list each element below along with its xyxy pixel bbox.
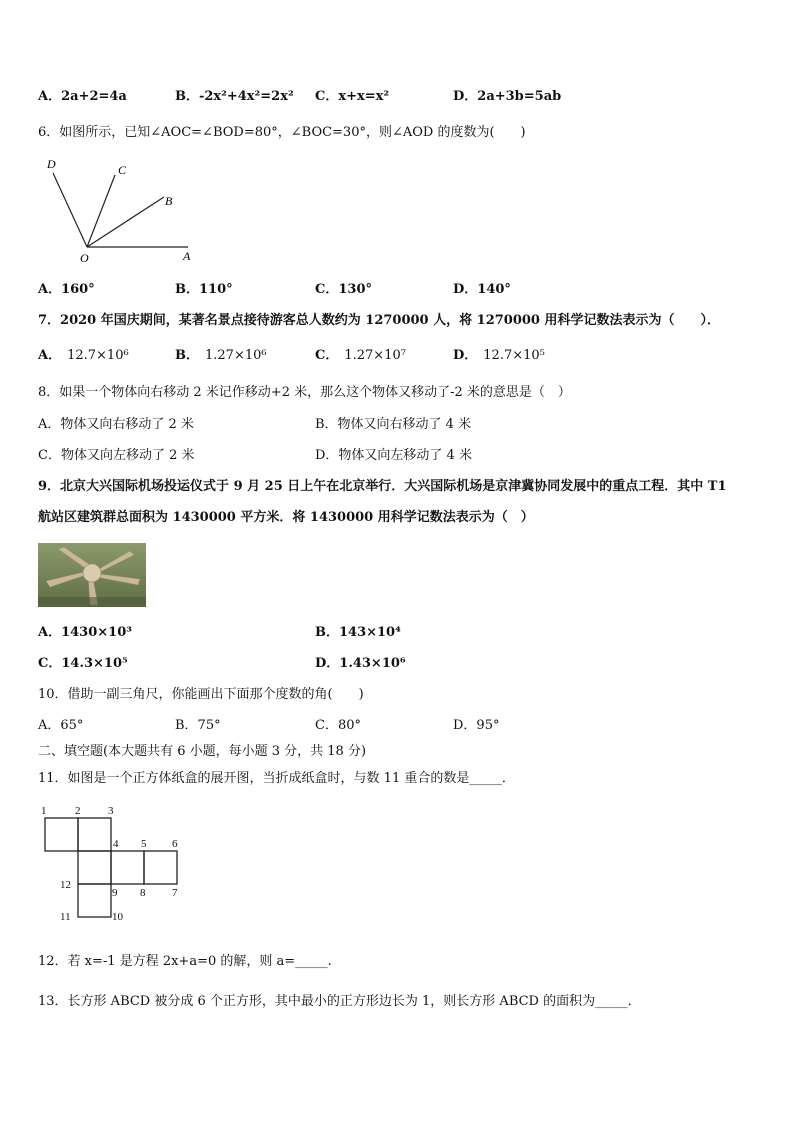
q10-option-a: A．65° bbox=[38, 718, 84, 733]
q8-option-c: C．物体又向左移动了 2 米 bbox=[38, 448, 195, 463]
q12-stem: 12．若 x=-1 是方程 2x+a=0 的解，则 a=_____. bbox=[38, 954, 332, 969]
q9-option-a: A．1430×10³ bbox=[38, 625, 132, 640]
q10-option-d: D．95° bbox=[453, 718, 500, 733]
ray-od bbox=[53, 173, 87, 247]
net-num-1: 1 bbox=[41, 805, 47, 817]
net-num-3: 3 bbox=[108, 805, 114, 817]
label-c: C bbox=[118, 163, 127, 177]
q6-option-c: C．130° bbox=[315, 282, 372, 297]
section-2-heading: 二、填空题(本大题共有 6 小题，每小题 3 分，共 18 分) bbox=[38, 744, 367, 759]
q8-stem: 8．如果一个物体向右移动 2 米记作移动+2 米，那么这个物体又移动了-2 米的意思是（ ） bbox=[38, 385, 571, 400]
q8-option-d: D．物体又向左移动了 4 米 bbox=[315, 448, 472, 463]
q9-option-b: B．143×10⁴ bbox=[315, 625, 401, 640]
net-cell-4 bbox=[144, 851, 177, 884]
q6-option-a: A．160° bbox=[38, 282, 95, 297]
q5-option-b: B．-2x²+4x²=2x² bbox=[175, 89, 294, 104]
net-cell-2 bbox=[78, 818, 111, 851]
q6-angle-figure bbox=[38, 155, 203, 265]
q7-option-a: A． 12.7×10⁶ bbox=[38, 348, 129, 363]
label-b: B bbox=[165, 194, 173, 208]
q9-stem-line2: 航站区建筑群总面积为 1430000 平方米．将 1430000 用科学记数法表示为（ ） bbox=[38, 510, 534, 525]
net-num-7: 7 bbox=[172, 887, 178, 899]
label-o: O bbox=[80, 251, 89, 265]
q7-option-c: C． 1.27×10⁷ bbox=[315, 348, 406, 363]
net-num-12: 12 bbox=[60, 879, 71, 891]
q8-option-a: A．物体又向右移动了 2 米 bbox=[38, 417, 194, 432]
q10-stem: 10．借助一副三角尺，你能画出下面那个度数的角( ) bbox=[38, 687, 364, 702]
ray-ob bbox=[87, 197, 164, 247]
net-cell-6 bbox=[78, 884, 111, 917]
net-num-8: 8 bbox=[140, 887, 146, 899]
net-cell-3 bbox=[111, 851, 144, 884]
net-num-10: 10 bbox=[112, 911, 123, 923]
q6-stem: 6．如图所示，已知∠AOC=∠BOD=80°，∠BOC=30°，则∠AOD 的度数为( ) bbox=[38, 125, 526, 140]
q13-stem: 13．长方形 ABCD 被分成 6 个正方形，其中最小的正方形边长为 1，则长方形 ABCD 的面积为_____． bbox=[38, 994, 641, 1009]
ray-oc bbox=[87, 175, 115, 247]
net-num-2: 2 bbox=[75, 805, 81, 817]
net-num-11: 11 bbox=[60, 911, 71, 923]
net-num-4: 4 bbox=[113, 838, 119, 850]
cube-net-figure bbox=[30, 800, 190, 924]
airport-photo bbox=[38, 543, 146, 607]
net-cell-5 bbox=[78, 851, 111, 884]
label-d: D bbox=[47, 157, 56, 171]
net-num-9: 9 bbox=[112, 887, 118, 899]
net-num-5: 5 bbox=[141, 838, 147, 850]
q5-option-c: C．x+x=x² bbox=[315, 89, 390, 104]
label-a: A bbox=[183, 249, 191, 263]
q5-option-a: A．2a+2=4a bbox=[38, 89, 127, 104]
q9-stem-line1: 9．北京大兴国际机场投运仪式于 9 月 25 日上午在北京举行．大兴国际机场是京津冀协同发展中的重点工程．其中 T1 bbox=[38, 479, 727, 494]
q10-option-b: B．75° bbox=[175, 718, 221, 733]
q10-option-c: C．80° bbox=[315, 718, 361, 733]
q9-option-c: C．14.3×10⁵ bbox=[38, 656, 128, 671]
q11-stem: 11．如图是一个正方体纸盒的展开图，当折成纸盒时，与数 11 重合的数是_____． bbox=[38, 771, 515, 786]
q7-option-d: D． 12.7×10⁵ bbox=[453, 348, 545, 363]
q6-option-d: D．140° bbox=[453, 282, 511, 297]
net-cell-1 bbox=[45, 818, 78, 851]
q7-option-b: B． 1.27×10⁶ bbox=[175, 348, 267, 363]
q9-option-d: D．1.43×10⁶ bbox=[315, 656, 406, 671]
q6-option-b: B．110° bbox=[175, 282, 233, 297]
q8-option-b: B．物体又向右移动了 4 米 bbox=[315, 417, 472, 432]
q7-stem: 7．2020 年国庆期间，某著名景点接待游客总人数约为 1270000 人，将 1270000 用科学记数法表示为（ ）． bbox=[38, 313, 720, 328]
net-num-6: 6 bbox=[172, 838, 178, 850]
q5-option-d: D．2a+3b=5ab bbox=[453, 89, 562, 104]
